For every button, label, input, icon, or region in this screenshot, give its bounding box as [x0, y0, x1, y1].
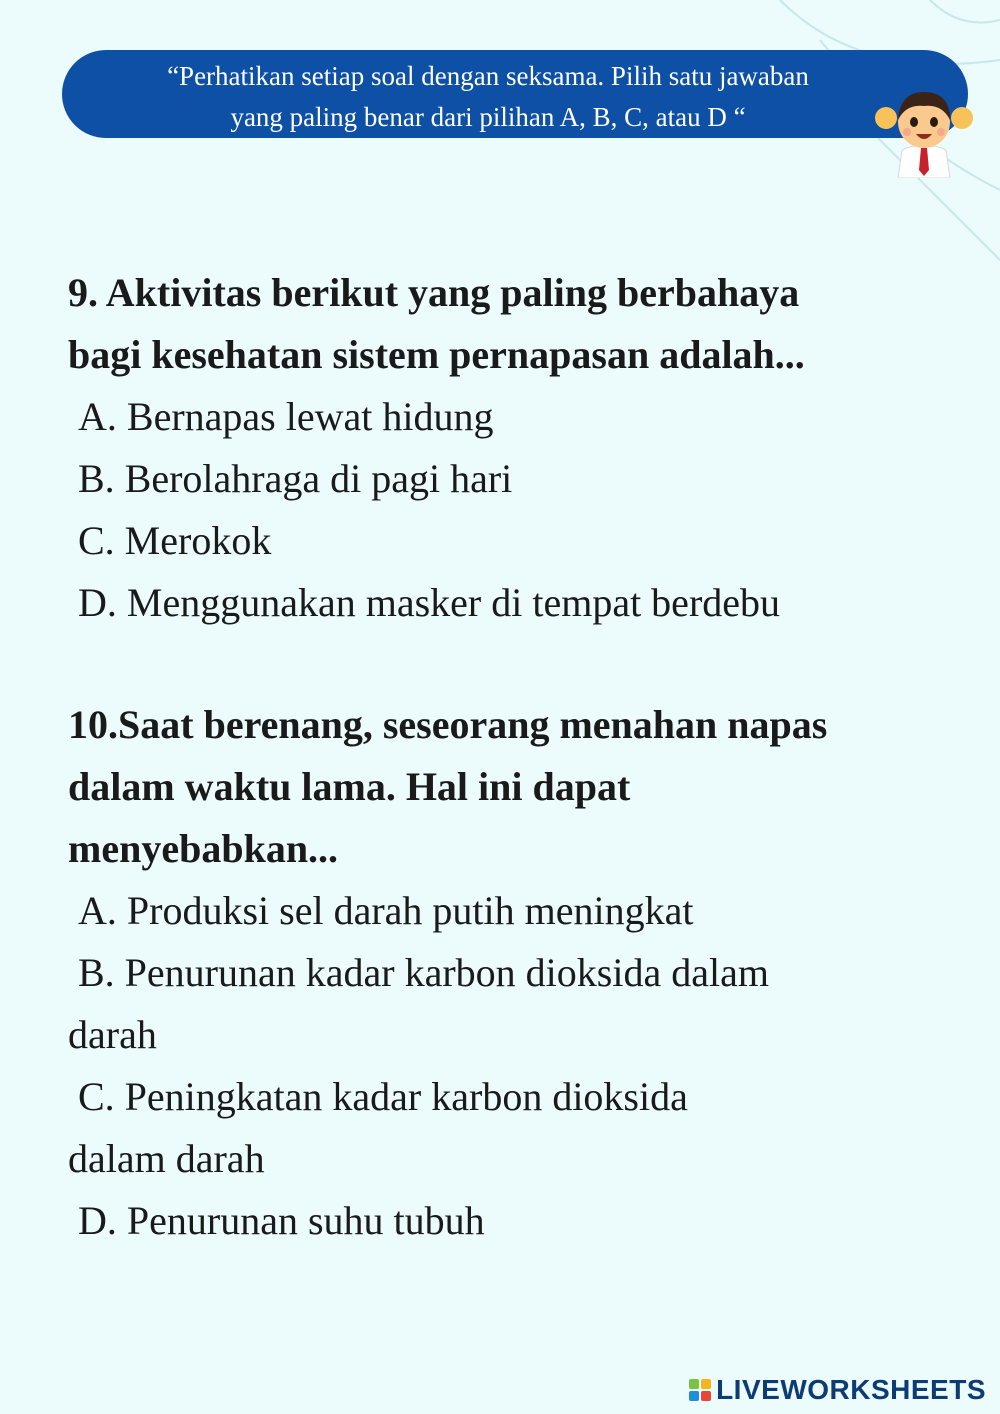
- question-10-option-b-continuation[interactable]: darah: [68, 1012, 157, 1057]
- question-10-option-a[interactable]: A. Produksi sel darah putih meningkat: [78, 888, 694, 933]
- student-mascot-icon: [872, 78, 976, 178]
- question-10-option-d[interactable]: D. Penurunan suhu tubuh: [78, 1198, 485, 1243]
- instruction-banner: [62, 50, 968, 138]
- question-10-title-line-1: 10.Saat berenang, seseorang menahan napas: [68, 702, 828, 747]
- instruction-line-2: yang paling benar dari pilihan A, B, C, atau D “: [230, 102, 746, 132]
- question-10-option-c-continuation[interactable]: dalam darah: [68, 1136, 265, 1181]
- question-10: [68, 694, 948, 1252]
- question-9: [68, 262, 948, 634]
- question-10-title-line-2: dalam waktu lama. Hal ini dapat: [68, 764, 631, 809]
- instruction-line-1: “Perhatikan setiap soal dengan seksama. Pilih satu jawaban: [167, 61, 809, 91]
- question-9-option-b[interactable]: B. Berolahraga di pagi hari: [78, 456, 513, 501]
- footer-branding: [688, 1372, 986, 1408]
- question-9-option-a[interactable]: A. Bernapas lewat hidung: [78, 394, 494, 439]
- question-10-option-b[interactable]: B. Penurunan kadar karbon dioksida dalam: [78, 950, 769, 995]
- question-10-title-line-3: menyebabkan...: [68, 826, 339, 871]
- question-9-option-c[interactable]: C. Merokok: [78, 518, 272, 563]
- question-9-option-d[interactable]: D. Menggunakan masker di tempat berdebu: [78, 580, 781, 625]
- question-10-option-c[interactable]: C. Peningkatan kadar karbon dioksida: [78, 1074, 688, 1119]
- footer-brand-name: LIVEWORKSHEETS: [716, 1374, 986, 1405]
- liveworksheets-logo-icon: [688, 1378, 712, 1402]
- question-9-title-line-2: bagi kesehatan sistem pernapasan adalah...: [68, 332, 805, 377]
- question-9-title-line-1: 9. Aktivitas berikut yang paling berbahaya: [68, 270, 800, 315]
